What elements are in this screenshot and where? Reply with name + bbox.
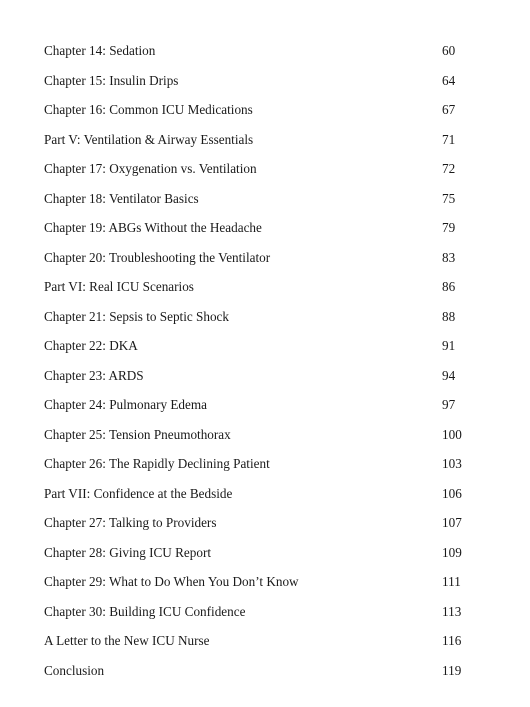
toc-entry	[0, 302, 530, 332]
toc-entry-page-number: 91	[442, 338, 456, 353]
toc-entry-title: Chapter 26: The Rapidly Declining Patient	[44, 456, 270, 471]
toc-entry-page-number: 75	[442, 190, 456, 206]
toc-entry-page-number: 86	[442, 279, 456, 294]
toc-entry-title: Conclusion	[44, 662, 105, 678]
toc-entry-page-number: 97	[442, 397, 456, 412]
toc-entry	[0, 331, 530, 361]
toc-entry	[0, 213, 530, 243]
toc-entry-page-number: 107	[442, 515, 462, 530]
toc-part-heading	[0, 272, 530, 302]
toc-entry-title: Chapter 30: Building ICU Confidence	[44, 603, 246, 619]
toc-entry-title: Chapter 25: Tension Pneumothorax	[44, 426, 231, 442]
toc-entry-page-number: 116	[442, 633, 462, 648]
toc-part-heading	[0, 479, 530, 509]
toc-entry	[0, 420, 530, 450]
toc-entry-page-number: 109	[442, 544, 462, 560]
toc-entry-title: Chapter 27: Talking to Providers	[44, 515, 217, 530]
table-of-contents	[0, 36, 530, 685]
toc-entry-title: Chapter 24: Pulmonary Edema	[44, 397, 207, 412]
toc-entry-page-number: 106	[442, 485, 462, 501]
toc-entry	[0, 656, 530, 686]
toc-entry-page-number: 113	[442, 603, 462, 619]
toc-entry-title: A Letter to the New ICU Nurse	[44, 633, 210, 648]
toc-entry	[0, 567, 530, 597]
toc-entry-title: Chapter 18: Ventilator Basics	[44, 190, 199, 206]
toc-entry-title: Chapter 21: Sepsis to Septic Shock	[44, 308, 229, 324]
toc-entry-title: Chapter 23: ARDS	[44, 367, 144, 383]
toc-entry-title: Chapter 16: Common ICU Medications	[44, 102, 253, 117]
toc-entry-title: Chapter 17: Oxygenation vs. Ventilation	[44, 161, 257, 176]
toc-entry	[0, 243, 530, 273]
toc-entry-title: Chapter 28: Giving ICU Report	[44, 544, 212, 560]
toc-entry-page-number: 100	[442, 426, 462, 442]
toc-entry-page-number: 111	[442, 574, 461, 589]
toc-entry	[0, 36, 530, 66]
toc-entry-page-number: 71	[442, 131, 456, 147]
toc-entry	[0, 361, 530, 391]
toc-entry-page-number: 83	[442, 249, 456, 265]
toc-entry-title: Part VII: Confidence at the Bedside	[44, 485, 233, 501]
toc-entry-title: Chapter 29: What to Do When You Don’t Know	[44, 574, 299, 589]
toc-entry	[0, 597, 530, 627]
toc-entry-page-number: 88	[442, 308, 456, 324]
toc-entry	[0, 95, 530, 125]
toc-entry-title: Chapter 15: Insulin Drips	[44, 72, 179, 88]
toc-entry-page-number: 67	[442, 102, 456, 117]
toc-entry	[0, 154, 530, 184]
toc-entry	[0, 449, 530, 479]
toc-entry	[0, 508, 530, 538]
toc-entry	[0, 390, 530, 420]
toc-entry	[0, 66, 530, 96]
toc-entry-title: Chapter 22: DKA	[44, 338, 138, 353]
toc-entry-page-number: 60	[442, 43, 456, 58]
toc-part-heading	[0, 125, 530, 155]
toc-entry-page-number: 119	[442, 662, 462, 678]
toc-entry-title: Chapter 20: Troubleshooting the Ventilator	[44, 249, 271, 265]
toc-entry-title: Chapter 14: Sedation	[44, 43, 156, 58]
toc-entry-title: Part V: Ventilation & Airway Essentials	[44, 131, 254, 147]
toc-entry	[0, 184, 530, 214]
toc-entry-page-number: 72	[442, 161, 456, 176]
toc-entry-title: Chapter 19: ABGs Without the Headache	[44, 220, 262, 235]
toc-entry	[0, 626, 530, 656]
toc-entry-title: Part VI: Real ICU Scenarios	[44, 279, 194, 294]
toc-entry-page-number: 64	[442, 72, 456, 88]
toc-entry-page-number: 79	[442, 220, 456, 235]
toc-entry	[0, 538, 530, 568]
toc-entry-page-number: 103	[442, 456, 462, 471]
toc-entry-page-number: 94	[442, 367, 456, 383]
